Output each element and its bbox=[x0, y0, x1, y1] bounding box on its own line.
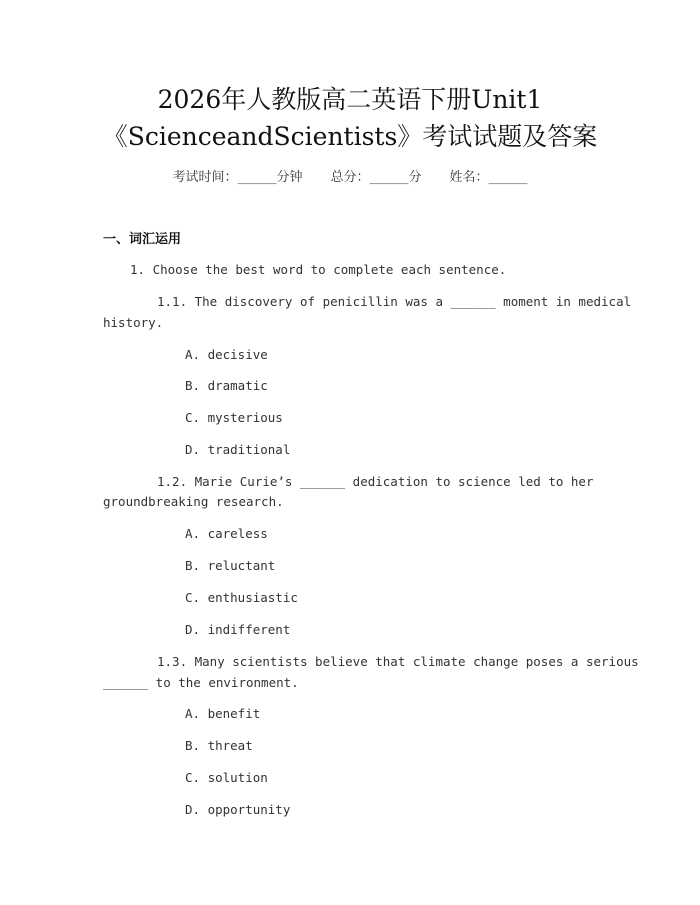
document-title-line-1: 2026年人教版高二英语下册Unit1 bbox=[157, 85, 543, 114]
exam-time-field: 考试时间：______分钟 bbox=[172, 170, 303, 185]
total-score-field: 总分：______分 bbox=[330, 170, 422, 185]
document-title-line-2: 《ScienceandScientists》考试试题及答案 bbox=[102, 122, 598, 151]
question-stem-1-1-continued: history. bbox=[103, 315, 164, 330]
question-stem-1-2: 1.2. Marie Curie’s ______ dedication to science led to her bbox=[157, 474, 594, 489]
option-1-2-a: A. careless bbox=[185, 526, 268, 541]
option-1-2-b: B. reluctant bbox=[185, 558, 276, 573]
option-1-3-c: C. solution bbox=[185, 770, 268, 785]
exam-meta-info bbox=[0, 168, 700, 188]
option-1-1-d: D. traditional bbox=[185, 442, 291, 457]
question-intro: 1. Choose the best word to complete each sentence. bbox=[130, 262, 507, 277]
student-name-field: 姓名：______ bbox=[449, 170, 528, 185]
section-heading: 一、词汇运用 bbox=[103, 232, 182, 247]
question-stem-1-1: 1.1. The discovery of penicillin was a ______ moment in medical bbox=[157, 294, 632, 309]
option-1-1-a: A. decisive bbox=[185, 347, 268, 362]
option-1-2-d: D. indifferent bbox=[185, 622, 291, 637]
option-1-3-a: A. benefit bbox=[185, 706, 261, 721]
option-1-3-d: D. opportunity bbox=[185, 802, 291, 817]
option-1-1-c: C. mysterious bbox=[185, 410, 283, 425]
option-1-2-c: C. enthusiastic bbox=[185, 590, 298, 605]
question-stem-1-3: 1.3. Many scientists believe that climate change poses a serious bbox=[157, 654, 639, 669]
option-1-1-b: B. dramatic bbox=[185, 378, 268, 393]
option-1-3-b: B. threat bbox=[185, 738, 253, 753]
question-stem-1-2-continued: groundbreaking research. bbox=[103, 494, 284, 509]
question-stem-1-3-continued: ______ to the environment. bbox=[103, 675, 299, 690]
